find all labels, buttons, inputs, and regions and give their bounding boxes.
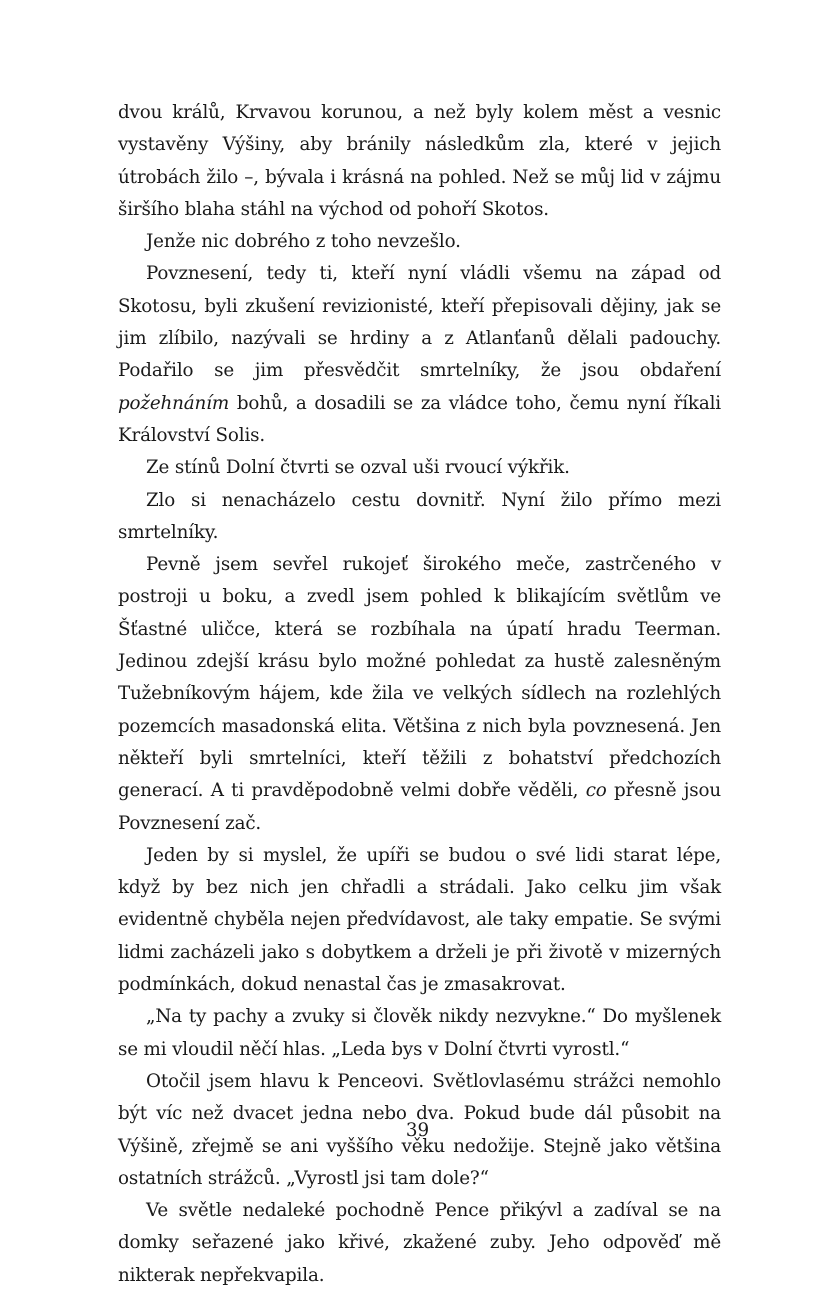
paragraph <box>118 452 721 484</box>
paragraph <box>118 258 721 452</box>
page-body <box>118 97 721 1292</box>
paragraph <box>118 485 721 550</box>
page-number: 39 <box>405 1120 430 1141</box>
paragraph-text: Ve světle nedaleké pochodně Pence přikývl a zadíval se na domky seřazené jako křivé, zkažené zuby. Jeho odpověď mě nikterak nepřekvapila. <box>118 1200 721 1286</box>
paragraph-text: Jenže nic dobrého z toho nevzešlo. <box>146 231 461 253</box>
paragraph <box>118 1195 721 1292</box>
paragraph <box>118 1001 721 1066</box>
paragraph <box>118 97 721 226</box>
paragraph-text: Otočil jsem hlavu k Penceovi. Světlovlasému strážci nemohlo být víc než dvacet jedna nebo dva. Pokud bude dál působit na Výšině, zřejmě se ani vyššího věku nedožije. Stejně jako většina ostatních strážců. „Vyrostl jsi tam dole?“ <box>118 1070 721 1189</box>
paragraph-text: Ze stínů Dolní čtvrti se ozval uši rvoucí výkřik. <box>146 457 570 479</box>
paragraph <box>118 840 721 1001</box>
paragraph <box>118 226 721 258</box>
paragraph-text: Pevně jsem sevřel rukojeť širokého meče, zastrčeného v postroji u boku, a zvedl jsem pohled k blikajícím světlům ve Šťastné uličce, která se rozbíhala na úpatí hradu Teerman. Jedinou zdejší krásu bylo možné pohledat za hustě zalesněným Tužebníkovým hájem, kde žila ve velkých sídlech na rozlehlých pozemcích masadonská elita. Většina z nich byla povznesená. Jen někteří byli smrtelníci, kteří těžili z bohatství předchozích generací. A ti pravděpodobně velmi dobře věděli, <box>118 554 721 802</box>
paragraph-text: Jeden by si myslel, že upíři se budou o své lidi starat lépe, když by bez nich jen chřadli a strádali. Jako celku jim však evidentně chyběla nejen předvídavost, ale taky empatie. Se svými lidmi zacházeli jako s dobytkem a drželi je při životě v mizerných podmínkách, dokud nenastal čas je zmasakrovat. <box>118 844 721 996</box>
paragraph-text: Povznesení, tedy ti, kteří nyní vládli všemu na západ od Skotosu, byli zkušení revizionisté, kteří přepisovali dějiny, jak se jim zlíbilo, nazývali se hrdiny a z Atlanťanů dělali padouchy. Podařilo se jim přesvědčit smrtelníky, že jsou obdaření <box>118 263 721 382</box>
paragraph-text: dvou králů, Krvavou korunou, a než byly kolem měst a vesnic vystavěny Výšiny, aby bránily následkům zla, které v jejich útrobách žilo –, bývala i krásná na pohled. Než se můj lid v zájmu širšího blaha stáhl na východ od pohoří Skotos. <box>118 102 721 220</box>
paragraph-text: přesně jsou Povznesení zač. <box>118 780 722 834</box>
paragraph-text: „Na ty pachy a zvuky si člověk nikdy nezvykne.“ Do myšlenek se mi vloudil něčí hlas. „Leda bys v Dolní čtvrti vyrostl.“ <box>118 1006 721 1060</box>
paragraph <box>118 549 721 840</box>
paragraph-text: Zlo si nenacházelo cestu dovnitř. Nyní žilo přímo mezi smrtelníky. <box>118 489 721 543</box>
paragraph-text: bohů, a dosadili se za vládce toho, čemu nyní říkali Království Solis. <box>118 392 721 446</box>
emphasis-text: požehnáním <box>118 392 230 414</box>
emphasis-text: co <box>585 780 607 802</box>
